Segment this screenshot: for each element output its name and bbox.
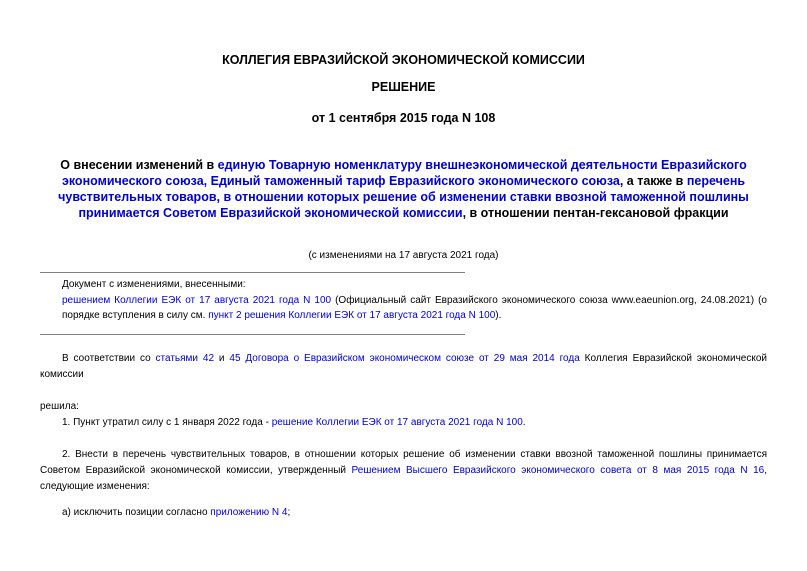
edition-note: (с изменениями на 17 августа 2021 года)	[308, 250, 499, 261]
link-articles-42[interactable]: статьями 42	[155, 353, 215, 364]
issuing-authority: КОЛЛЕГИЯ ЕВРАЗИЙСКОЙ ЭКОНОМИЧЕСКОЙ КОМИССИИ	[222, 53, 585, 67]
document-date-number: от 1 сентября 2015 года N 108	[311, 111, 496, 125]
document-title	[40, 157, 767, 221]
paragraph-item-1	[40, 415, 767, 431]
title-link-sensitive-goods[interactable]: перечень чувствительных товаров, в отношении которых решение об изменении ставки ввозной таможенной пошлины принимается Советом Евразийской экономической комиссии	[58, 174, 749, 220]
title-text-2: , а также в	[619, 174, 687, 188]
title-text-1: О внесении изменений в	[60, 158, 218, 172]
subitem-a-text-2: ;	[287, 507, 291, 518]
title-text-3: , в отношении пентан-гексановой фракции	[462, 206, 729, 220]
paragraph-subitem-a	[40, 505, 767, 521]
subitem-a-text-1: а) исключить позиции согласно	[62, 507, 211, 518]
item-1-text-1: 1. Пункт утратил силу с 1 января 2022 года -	[62, 417, 272, 428]
link-supreme-council-decision[interactable]: Решением Высшего Евразийского экономического совета от 8 мая 2015 года N 16	[351, 465, 765, 476]
document-type: РЕШЕНИЕ	[371, 80, 436, 94]
paragraph-item-2	[40, 447, 767, 495]
divider-top	[40, 272, 465, 273]
preamble-text-1: В соответствии со	[62, 353, 156, 364]
item-1-text-2: .	[522, 417, 526, 428]
link-appendix-4[interactable]: приложению N 4	[210, 507, 288, 518]
amendments-note	[40, 277, 767, 324]
item-2-text-1: 2. Внести в перечень чувствительных товаров, в отношении которых решение об изменении ставки ввозной таможенной пошлины принимается Советом Евразийской экономической комиссии, утвержденный	[40, 449, 767, 476]
title-link-nomenclature[interactable]: единую Товарную номенклатуру внешнеэкономической деятельности Евразийского экономического союза, Единый таможенный тариф Евразийского экономического союза	[61, 158, 747, 188]
paragraph-decided: решила:	[40, 401, 79, 412]
preamble-text-3: Коллегия Евразийской экономической комиссии	[40, 353, 767, 380]
amendment-text-2: ).	[495, 310, 502, 321]
amendment-link-decision-100[interactable]: решением Коллегии ЕЭК от 17 августа 2021 года N 100	[62, 294, 332, 306]
link-treaty-45[interactable]: 45 Договора о Евразийском экономическом союзе от 29 мая 2014 года	[229, 353, 580, 364]
divider-bottom	[40, 334, 465, 335]
preamble-text-2: и	[214, 353, 230, 364]
item-2-text-2: , следующие изменения:	[40, 465, 768, 492]
amendment-link-point-2[interactable]: пункт 2 решения Коллегии ЕЭК от 17 августа 2021 года N 100	[208, 310, 496, 321]
amendments-intro: Документ с изменениями, внесенными:	[62, 279, 246, 290]
amendment-text-1: (Официальный сайт Евразийского экономического союза www.eaeunion.org, 24.08.2021) (о порядке вступления в силу см.	[62, 294, 767, 321]
link-item-1-decision[interactable]: решение Коллегии ЕЭК от 17 августа 2021 года N 100	[271, 417, 523, 428]
paragraph-preamble	[40, 351, 767, 383]
amendments-list	[40, 293, 767, 324]
